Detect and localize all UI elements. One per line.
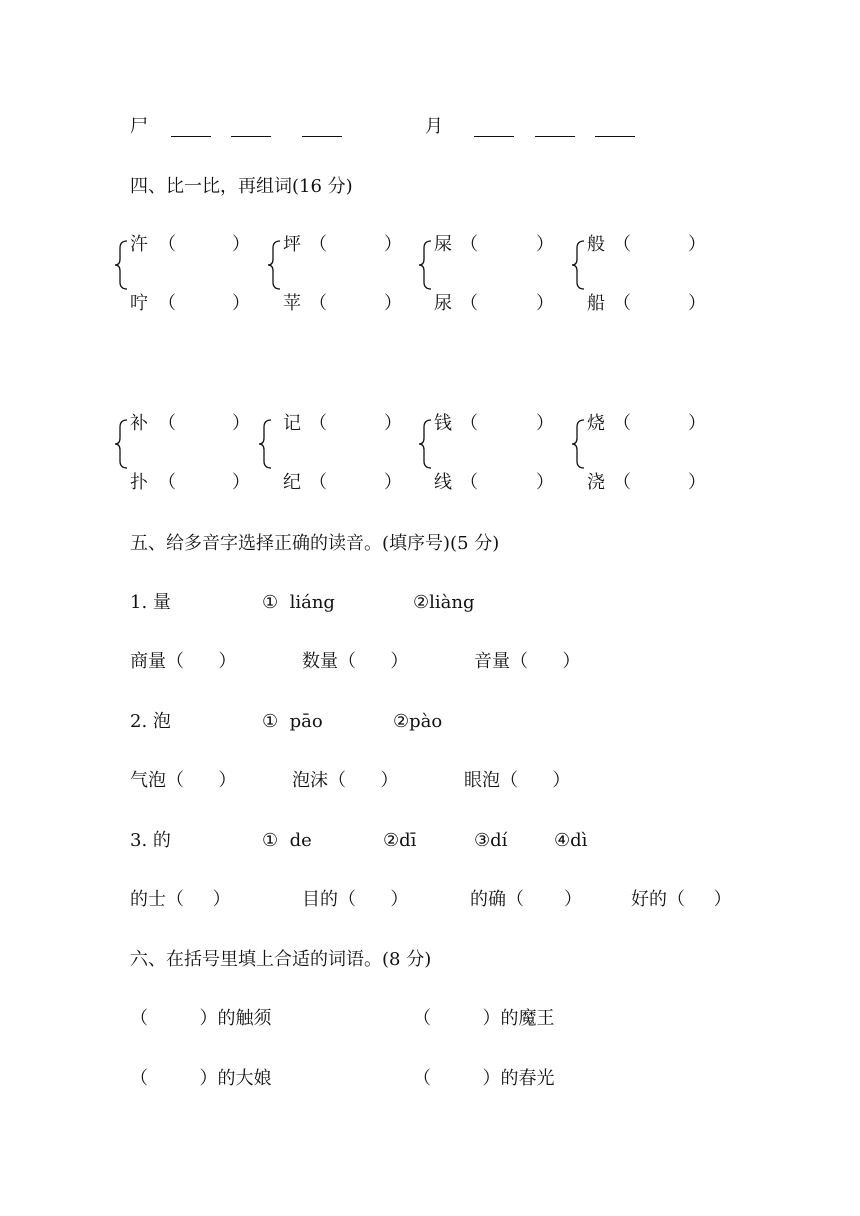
phrase-fill[interactable]: （ ）的触须 [130,1008,272,1029]
section5-title: 五、给多音字选择正确的读音。(填序号)(5 分) [130,533,500,554]
phrase-fill[interactable]: （ ）的春光 [413,1068,555,1089]
group-char-b: 苹 [283,293,301,314]
question-1-label: 1. 量 [130,592,171,613]
option-2: ②pào [393,711,443,732]
word-fill[interactable]: 音量（ ） [474,651,581,672]
paren-open: （ [460,472,478,493]
phrase-fill[interactable]: （ ）的大娘 [130,1068,272,1089]
blank-line[interactable] [171,136,211,137]
group-char-a: 汻 [130,234,148,255]
paren-close: ） [384,293,402,314]
paren-close: ） [384,413,402,434]
paren-open: （ [309,413,327,434]
question-3-label: 3. 的 [130,830,171,851]
word-fill[interactable]: 眼泡（ ） [464,770,571,791]
paren-open: （ [309,472,327,493]
group-char-a: 坪 [283,234,301,255]
paren-open: （ [613,413,631,434]
brace-icon [571,419,585,469]
group-char-b: 船 [587,293,605,314]
paren-open: （ [158,472,176,493]
section4-title: 四、比一比，再组词(16 分) [130,176,353,197]
paren-open: （ [158,413,176,434]
blank-line[interactable] [535,136,575,137]
option-2: ②dī [383,830,417,851]
blank-line[interactable] [595,136,635,137]
option-4: ④dì [554,830,588,851]
phrase-fill[interactable]: （ ）的魔王 [413,1008,555,1029]
blank-line[interactable] [302,136,342,137]
blank-line[interactable] [231,136,271,137]
word-fill[interactable]: 的士（ ） [130,889,231,910]
paren-open: （ [613,293,631,314]
word-fill[interactable]: 目的（ ） [302,889,409,910]
word-fill[interactable]: 气泡（ ） [130,770,237,791]
option-1: ① de [262,830,312,851]
paren-close: ） [688,293,706,314]
group-char-a: 烧 [587,413,605,434]
paren-close: ） [688,413,706,434]
group-char-a: 钱 [434,413,452,434]
group-char-a: 屎 [434,234,452,255]
brace-icon [258,419,272,469]
char-shi: 尸 [130,116,148,137]
blank-line[interactable] [474,136,514,137]
group-char-a: 记 [283,413,301,434]
paren-close: ） [232,413,250,434]
brace-icon [571,240,585,290]
paren-close: ） [536,293,554,314]
group-char-a: 补 [130,413,148,434]
group-char-b: 咛 [130,293,148,314]
option-1: ① liáng [262,592,335,613]
question-2-label: 2. 泡 [130,711,171,732]
brace-icon [267,240,281,290]
paren-close: ） [536,234,554,255]
paren-open: （ [460,413,478,434]
paren-open: （ [309,293,327,314]
paren-close: ） [384,234,402,255]
paren-close: ） [384,472,402,493]
brace-icon [114,240,128,290]
word-fill[interactable]: 泡沫（ ） [292,770,399,791]
group-char-a: 般 [587,234,605,255]
brace-icon [418,419,432,469]
paren-open: （ [158,234,176,255]
brace-icon [114,419,128,469]
paren-close: ） [232,293,250,314]
group-char-b: 扑 [130,472,148,493]
group-char-b: 线 [434,472,452,493]
paren-close: ） [688,234,706,255]
option-2: ②liàng [413,592,475,613]
paren-open: （ [460,234,478,255]
paren-close: ） [536,413,554,434]
group-char-b: 尿 [434,293,452,314]
paren-open: （ [613,234,631,255]
char-yue: 月 [425,116,443,137]
word-fill[interactable]: 好的（ ） [631,889,732,910]
group-char-b: 纪 [283,472,301,493]
group-char-b: 浇 [587,472,605,493]
paren-close: ） [688,472,706,493]
paren-close: ） [232,234,250,255]
option-1: ① pāo [262,711,323,732]
word-fill[interactable]: 数量（ ） [302,651,409,672]
brace-icon [418,240,432,290]
paren-open: （ [613,472,631,493]
paren-open: （ [309,234,327,255]
section6-title: 六、在括号里填上合适的词语。(8 分) [130,949,432,970]
paren-open: （ [460,293,478,314]
option-3: ③dí [474,830,508,851]
paren-open: （ [158,293,176,314]
word-fill[interactable]: 商量（ ） [130,651,237,672]
paren-close: ） [232,472,250,493]
paren-close: ） [536,472,554,493]
word-fill[interactable]: 的确（ ） [470,889,583,910]
